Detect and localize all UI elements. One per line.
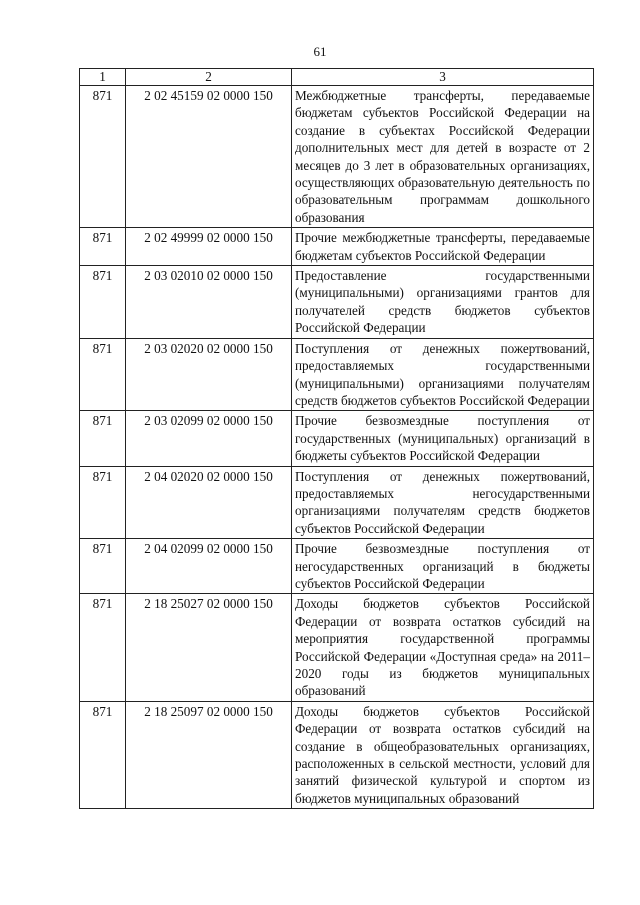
- description-cell: Прочие межбюджетные трансферты, передаваемые бюджетам субъектов Российской Федерации: [292, 228, 594, 266]
- income-code-cell: 2 03 02020 02 0000 150: [126, 338, 292, 411]
- table-row: [80, 411, 594, 466]
- admin-code-cell: 871: [80, 466, 126, 539]
- admin-code-cell: 871: [80, 338, 126, 411]
- admin-code-cell: 871: [80, 266, 126, 339]
- column-header-1: 1: [80, 69, 126, 86]
- budget-codes-table: [79, 68, 594, 809]
- column-header-2: 2: [126, 69, 292, 86]
- income-code-cell: 2 02 45159 02 0000 150: [126, 86, 292, 228]
- admin-code-cell: 871: [80, 701, 126, 808]
- description-cell: Доходы бюджетов субъектов Российской Федерации от возврата остатков субсидий на мероприятия государственной программы Российской Федерации «Доступная среда» на 2011–2020 годы из бюджетов муниципальных образований: [292, 594, 594, 701]
- income-code-cell: 2 03 02099 02 0000 150: [126, 411, 292, 466]
- income-code-cell: 2 04 02020 02 0000 150: [126, 466, 292, 539]
- admin-code-cell: 871: [80, 594, 126, 701]
- table-header-row: [80, 69, 594, 86]
- description-cell: Прочие безвозмездные поступления от государственных (муниципальных) организаций в бюджеты субъектов Российской Федерации: [292, 411, 594, 466]
- column-header-3: 3: [292, 69, 594, 86]
- admin-code-cell: 871: [80, 539, 126, 594]
- admin-code-cell: 871: [80, 228, 126, 266]
- description-cell: Межбюджетные трансферты, передаваемые бюджетам субъектов Российской Федерации на создание в субъектах Российской Федерации дополнительных мест для детей в возрасте от 2 месяцев до 3 лет в образовательных организациях, осуществляющих образовательную деятельность по образовательным программам дошкольного образования: [292, 86, 594, 228]
- description-cell: Поступления от денежных пожертвований, предоставляемых государственными (муниципальными) организациями получателям средств бюджетов субъектов Российской Федерации: [292, 338, 594, 411]
- table-row: [80, 594, 594, 701]
- table-row: [80, 266, 594, 339]
- description-cell: Доходы бюджетов субъектов Российской Федерации от возврата остатков субсидий на создание в общеобразовательных организациях, расположенных в сельской местности, условий для занятий физической культурой и спортом из бюджетов муниципальных образований: [292, 701, 594, 808]
- table-row: [80, 338, 594, 411]
- income-code-cell: 2 18 25097 02 0000 150: [126, 701, 292, 808]
- table-row: [80, 539, 594, 594]
- income-code-cell: 2 03 02010 02 0000 150: [126, 266, 292, 339]
- income-code-cell: 2 02 49999 02 0000 150: [126, 228, 292, 266]
- table-row: [80, 228, 594, 266]
- income-code-cell: 2 18 25027 02 0000 150: [126, 594, 292, 701]
- admin-code-cell: 871: [80, 86, 126, 228]
- description-cell: Предоставление государственными (муниципальными) организациями грантов для получателей средств бюджетов субъектов Российской Федерации: [292, 266, 594, 339]
- description-cell: Прочие безвозмездные поступления от негосударственных организаций в бюджеты субъектов Российской Федерации: [292, 539, 594, 594]
- table-row: [80, 86, 594, 228]
- income-code-cell: 2 04 02099 02 0000 150: [126, 539, 292, 594]
- table-row: [80, 701, 594, 808]
- table-row: [80, 466, 594, 539]
- page-number: 61: [313, 44, 327, 59]
- description-cell: Поступления от денежных пожертвований, предоставляемых негосударственными организациями получателям средств бюджетов субъектов Российской Федерации: [292, 466, 594, 539]
- admin-code-cell: 871: [80, 411, 126, 466]
